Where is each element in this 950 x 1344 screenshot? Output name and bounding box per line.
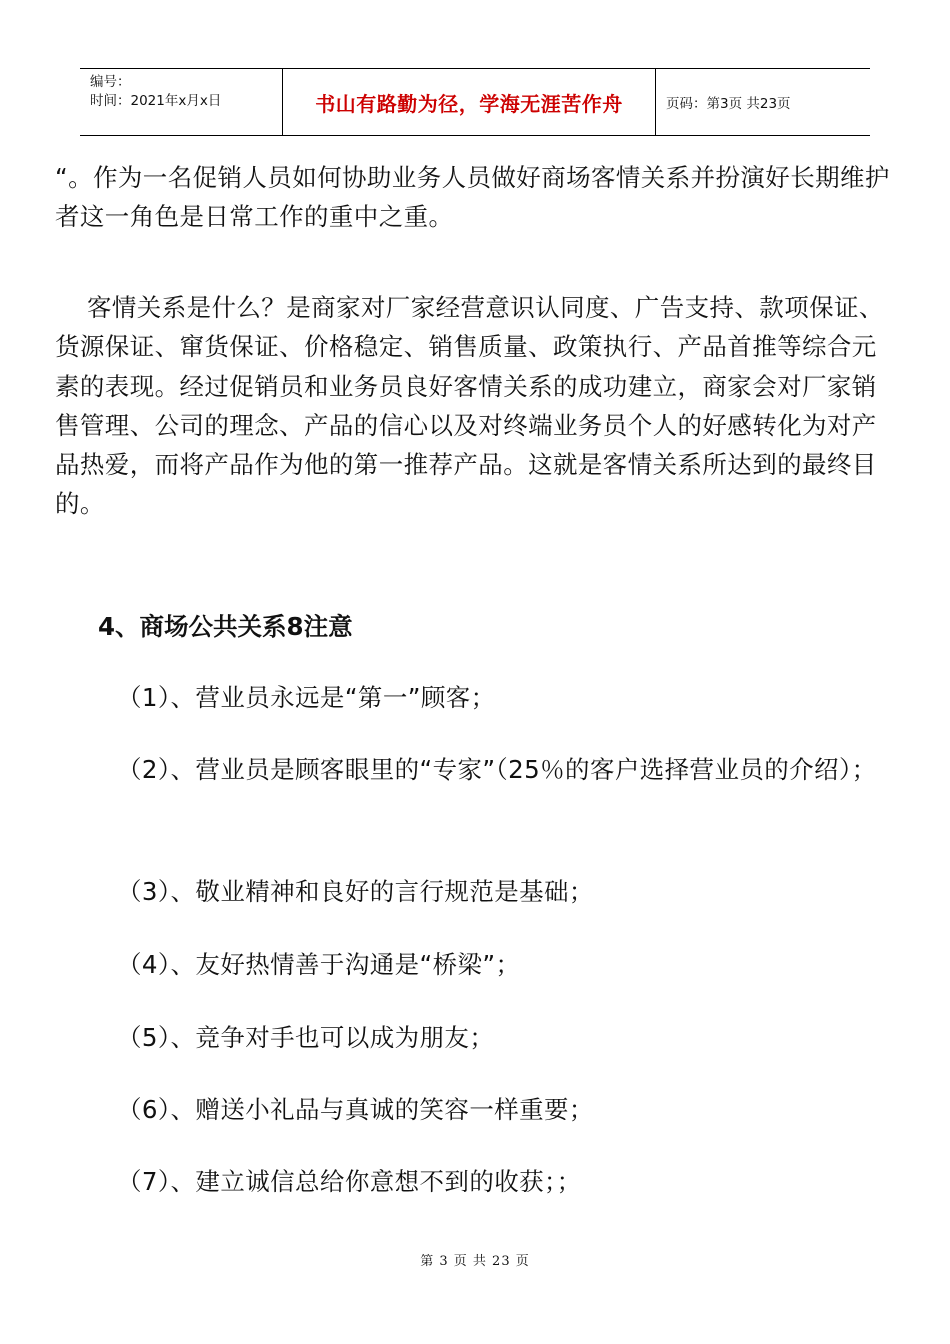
section-heading: 4、商场公共关系8注意 [98,612,353,641]
list-item: （1）、营业员永远是“第一”顾客； [117,683,496,712]
date-label: 时间：2021年x月x日 [90,93,222,109]
list-item: （4）、友好热情善于沟通是“桥梁”； [117,950,521,979]
paragraph-intro: “。作为一名促销人员如何协助业务人员做好商场客情关系并扮演好长期维护者这一角色是日常工作的重中之重。 [55,163,890,232]
page-footer: 第 3 页 共 23 页 [420,1254,530,1269]
list-item: （6）、赠送小礼品与真诚的笑容一样重要； [117,1095,594,1124]
document-header [80,68,870,136]
list-item: （7）、建立诚信总给你意想不到的收获；； [117,1167,582,1196]
list-item: （3）、敬业精神和良好的言行规范是基础； [117,877,594,906]
header-meta [80,69,282,135]
header-motto: 书山有路勤为径，学海无涯苦作舟 [282,69,656,135]
header-page-code: 页码：第3页 共23页 [666,96,791,112]
list-item: （2）、营业员是顾客眼里的“专家”（25％的客户选择营业员的介绍）； [117,755,877,784]
number-label: 编号： [90,74,131,90]
paragraph-customer-relations: 客情关系是什么？是商家对厂家经营意识认同度、广告支持、款项保证、货源保证、窜货保证、价格稳定、销售质量、政策执行、产品首推等综合元素的表现。经过促销员和业务员良好客情关系的成功建立，商家会对厂家销售管理、公司的理念、产品的信心以及对终端业务员个人的好感转化为对产品热爱，而将产品作为他的第一推荐产品。这就是客情关系所达到的最终目的。 [55,293,884,519]
list-item: （5）、竞争对手也可以成为朋友； [117,1023,495,1052]
